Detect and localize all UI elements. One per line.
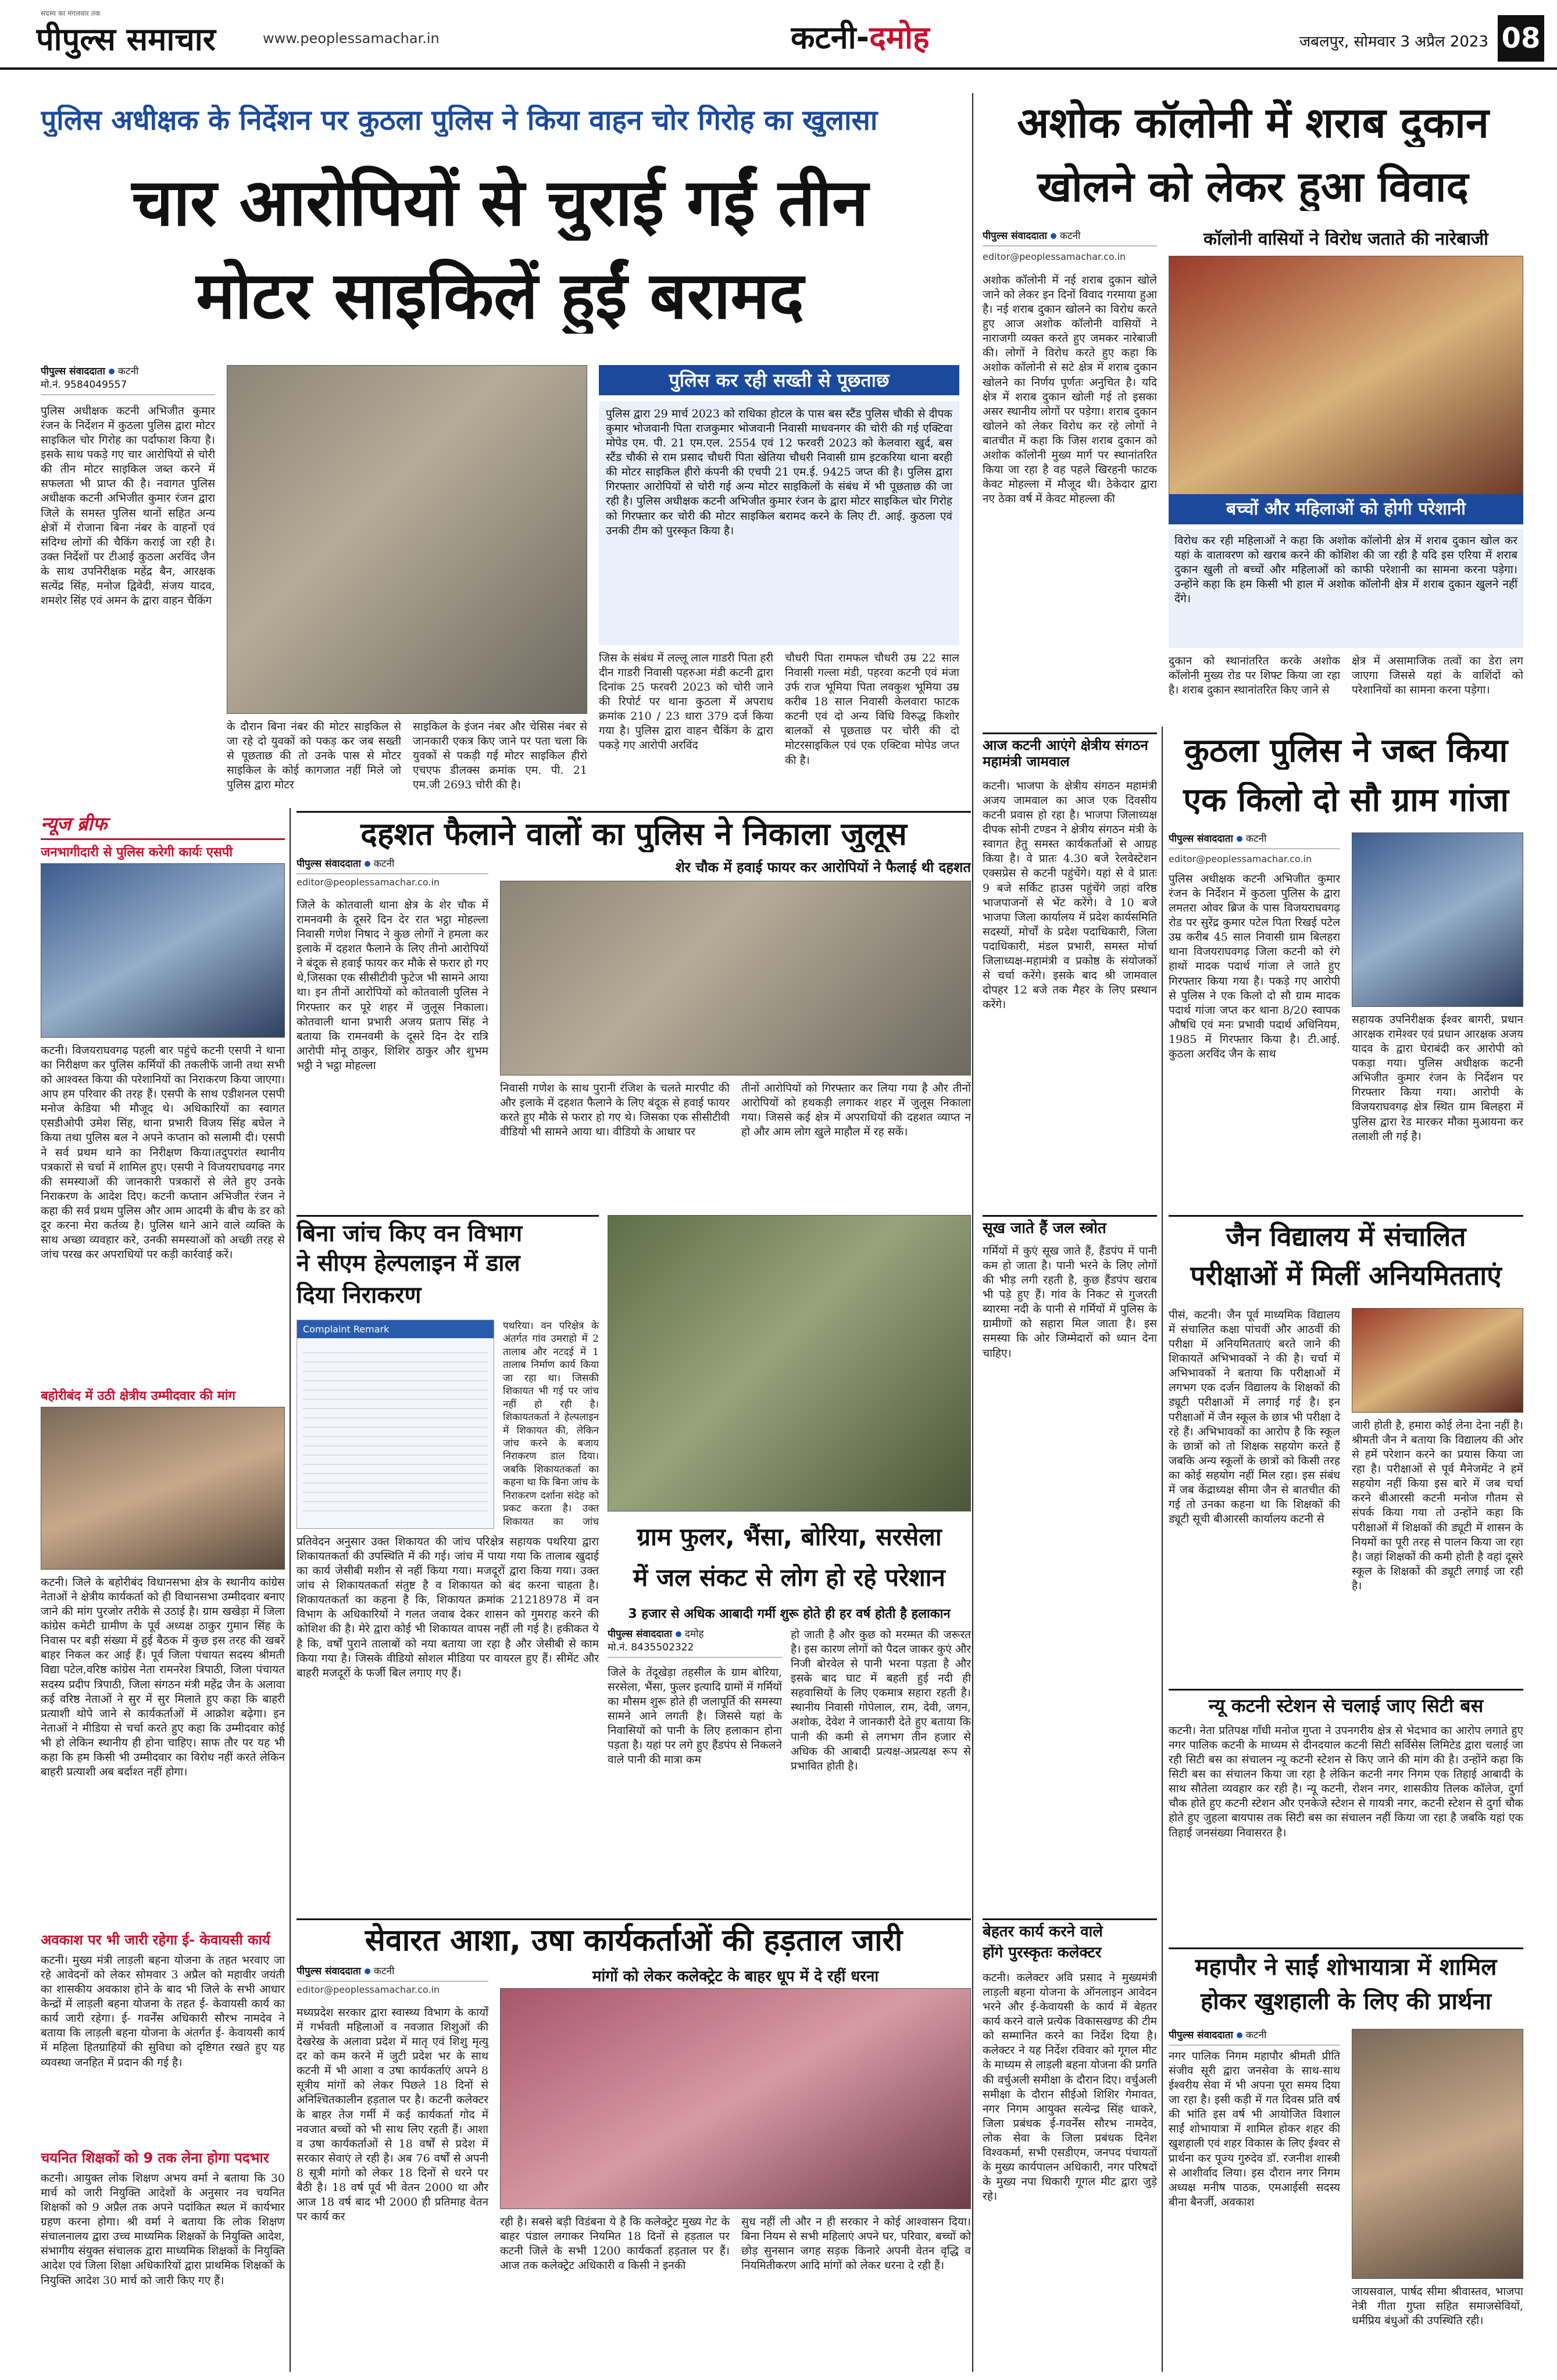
yatra-photo <box>1352 2029 1523 2279</box>
julus-col-1: जिले के कोतवाली थाना क्षेत्र के शेर चौक में रामनवमी के दूसरे दिन देर रात भट्ठा मोहल्ला निवासी गणेश निषाद ने कुछ लोगों ने हमला कर इलाके में दहशत फैलाने के लिए तीनो आरोपियों ने बंदूक से हवाई फायर कर मौके से फरार हो गए थे,जिसका एक सीसीटीवी फुटेज भी सामने आया था। इन तीनों आरोपियों को कोतवाली पुलिस ने गिरफ्तार कर पूरे शहर में जुलूस निकाला। कोतवाली थाना प्रभारी अजय प्रताप सिंह ने बताया कि रामनवमी के दूसरे दिन देर रात्रि आरोपी मोनू ठाकुर, शिशिर ठाकुर और शुभम भट्ठी ने भट्ठा मोहल्ला <box>297 899 488 1072</box>
lead-col-3: साइकिल के इंजन नंबर और चेसिस नंबर से जानकारी एकत्र किए जाने पर पता चला कि युवकों से पकड़ी गई मोटर साइकिल हीरो एचएफ डीलक्स क्रमांक एम. पी. 21 एम.जी 2693 चोरी की है। <box>413 720 587 792</box>
jain-photo-school <box>1352 1308 1523 1413</box>
strike-byline <box>297 1965 488 1982</box>
logo: पीपुल्स समाचार <box>36 21 216 58</box>
screenshot-body <box>303 1344 488 1518</box>
ashok-byline-city: कटनी <box>1059 230 1081 242</box>
brief-1-photo <box>41 863 285 1038</box>
lead-byline-mobile: मो.नं. 9584049557 <box>41 378 127 391</box>
ganja-headline-2: एक किलो दो सौ ग्राम गांजा <box>1183 782 1509 819</box>
ganja-byline-reporter: पीपुल्स संवाददाता <box>1169 833 1233 845</box>
lead-sidebar-text: पुलिस द्वारा 29 मार्च 2023 को राधिका होटल के पास बस स्टैंड पुलिस चौकी से दीपक कुमार भोजवानी पिता राजकुमार भोजवानी निवासी माधवनगर की चोरी की गई एक्टिवा मोपेड एम. पी. 21 एम.एल. 2554 एवं 12 फरवरी 2023 को केलवारा खुर्द, बस स्टैंड चौकी से राम प्रसाद चौधरी पिता खेतिया चौधरी निवासी ग्राम इटकरिया थाना बरही की मोटर साइकिल हीरो कंपनी की एचपी 21 एम.ई. 9425 जप्त की है। पुलिस द्वारा गिरफ्तार आरोपियों से चोरी गई अन्य मोटर साइकिलों के संबंध में भी पूछताछ की जा रही है। पुलिस अधीक्षक कटनी अभिजीत कुमार रंजन के द्वारा मोटर साइकिल चोर गिरोह को गिरफ्तार कर चोरी की मोटर साइकिल बरामद करने के लिए टी. आई. कुठला एवं उनकी टीम को पुरस्कृत किया है। <box>599 401 959 645</box>
water-col-2: हो जाती है और कुछ को मरम्मत की जरूरत है। इस कारण लोगों को पैदल जाकर कुएं और निजी बोरवेल से पानी भरना पड़ता है और इसके बाद घाट में बहती हुई नदी ही सहवासियों के लिए एकमात्र सहारा रहती है। स्थानीय निवासी गोपेलाल, राम, देवी, जगन, अशोक, देवेश ने जानकारी देते हुए बताया कि पानी की कमी से लगभग तीन हजार से अधिक की आबादी प्रत्यक्ष-अप्रत्यक्ष रूप से प्रभावित होती है। <box>791 1628 971 1773</box>
ashok-col-3: दुकान को स्थानांतरित करके अशोक कॉलोनी मुख्य रोड पर शिफ्ट किया जा रहा है। शराब दुकान स्थानांतरित किए जाने से <box>1169 655 1340 697</box>
page-number: 08 <box>1498 15 1544 62</box>
lead-byline-city: कटनी <box>117 366 139 377</box>
jain-col-1: पीसं, कटनी। जैन पूर्व माध्यमिक विद्यालय में संचालित कक्षा पांचवीं और आठवीं की परीक्षा में अनियमितताएं बरते जाने की शिकायतें अभिभावकों ने की है। चर्चा में अभिभावकों ने बताया कि परीक्षाओं में लगभग एक दर्जन विद्यालय के शिक्षकों की ड्यूटी परीक्षाओं में लगाई गई है। इन परीक्षाओं में जैन स्कूल के छात्र भी परीक्षा दे रहे हैं। अभिभावकों का आरोप है कि स्कूल के छात्रों को तो शिक्षक सहयोग करते हैं जबकि अन्य स्कूलों के छात्रों को किसी तरह का कोई सहयोग नहीं मिल रहा। इस संबंध में जब केंद्राध्यक्ष सीमा जैन से बातचीत की गई तो उनका कहना था कि शिक्षकों की ड्यूटी सूची बीआरसी कार्यालय कटनी से <box>1169 1309 1340 1526</box>
ganja-headline-1: कुठला पुलिस ने जब्त किया <box>1184 732 1508 770</box>
yatra-col-1: नगर पालिक निगम महापौर श्रीमती प्रीति संजीव सूरी द्वारा जनसेवा के साथ-साथ ईश्वरीय सेवा में भी अपना पूरा समय दिया जा रहा है। इसी कड़ी में गत दिवस प्रति वर्ष की भांति इस वर्ष भी आयोजित विशाल साईं शोभायात्रा में शामिल होकर शहर की खुशहाली एवं शहर विकास के लिए ईश्वर से प्रार्थना कर पूज्य गुरुदेव डॉ. रजनीश शास्त्री से आशीर्वाद लिया। इस दौरान नगर निगम अध्यक्ष मनीष पाठक, एमआईसी सदस्य बीना बैनर्जी, अवकाश <box>1169 2050 1340 2209</box>
ganja-col-2: सहायक उपनिरीक्षक ईश्वर बागरी, प्रधान आरक्षक रामेश्वर एवं प्रधान आरक्षक अजय यादव के द्वारा घेराबंदी कर आरोपी को पकड़ा गया। पुलिस अधीक्षक कटनी अभिजीत कुमार रंजन के निर्देशन पर गिरफ्तार किया गया। आरोपी के विजयराघवगढ़ क्षेत्र स्थित ग्राम बिलहरा में पुलिस द्वारा रेड मारकर मौका मुआयना कर तलाशी ली गई है। <box>1352 1013 1523 1143</box>
jamwal-text: कटनी। भाजपा के क्षेत्रीय संगठन महामंत्री अजय जामवाल का आज एक दिवसीय कटनी प्रवास हो रहा है। भाजपा जिलाध्यक्ष दीपक सोनी टण्डन ने क्षेत्रीय संगठन मंत्री के स्वागत हेतु समस्त कार्यकर्ताओं से आग्रह किया है। वे प्रातः 4.30 बजे रेलवेस्टेशन एक्सप्रेस से कटनी पहुंचेंगे। यहां से वे प्रातः 9 बजे सर्किट हाउस पहुंचेंगे जहां वरिष्ठ भाजपाजनों से भेंट करेंगे। वे 10 बजे भाजपा जिला कार्यालय में प्रदेश कार्यसमिति सदस्यों, मोर्चों के प्रदेश पदाधिकारी, जिला पदाधिकारी, मंडल प्रभारी, समस्त मोर्चा जिलाध्यक्ष-महामंत्री व प्रकोष्ठ के संयोजकों से चर्चा करेंगे। इसके बाद श्री जामवाल दोपहर 12 बजे तक मैहर के लिए प्रस्थान करेंगे। <box>983 780 1157 1012</box>
ashok-col-4: क्षेत्र में असामाजिक तत्वों का डेरा लग जाएगा जिससे यहां के वाशिंदों को परेशानियों का सामना करना पड़ेगा। <box>1352 655 1523 697</box>
lead-headline-2: मोटर साइकिलें हुईं बरामद <box>196 259 804 334</box>
julus-headline: दहशत फैलाने वालों का पुलिस ने निकाला जुलूस <box>297 811 971 852</box>
brief-3-headline: अवकाश पर भी जारी रहेगा ई- केवायसी कार्य <box>41 1932 270 1948</box>
water-byline-mobile: मो.नं. 8435502322 <box>608 1641 694 1653</box>
lead-col-4: जिस के संबंध में लल्लू लाल गाडरी पिता हरी दीन गाडरी निवासी पहरुआ मंडी कटनी द्वारा दिनांक 25 फरवरी 2023 को चोरी जाने की रिपोर्ट पर थाना कुठला में अपराध क्रमांक 210 / 23 धारा 379 दर्ज किया गया है। पुलिस द्वारा वाहन चैकिंग के द्वारा पकड़े गए आरोपी अरविंद <box>599 652 773 752</box>
ganja-byline-city: कटनी <box>1245 833 1267 845</box>
ganja-byline <box>1169 832 1340 849</box>
brief-4-text: कटनी। आयुक्त लोक शिक्षण अभय वर्मा ने बताया कि 30 मार्च को जारी नियुक्ति आदेशों के अनुसार नव चयनित शिक्षकों को 9 अप्रैल तक अपने पदांकित स्थल में कार्यभार ग्रहण करना होगा। श्री वर्मा ने बताया कि लोक शिक्षण संचालनालय द्वारा उच्च माध्यमिक शिक्षकों के नियुक्ति आदेश, संभागीय संयुक्त संचालक द्वारा माध्यमिक शिक्षकों के नियुक्ति आदेश एवं जिला शिक्षा अधिकारियों द्वारा प्राथमिक शिक्षकों के नियुक्ति आदेश 30 मार्च को जारी किए गए हैं। <box>41 2172 285 2287</box>
water-headline-2: में जल संकट से लोग हो रहे परेशान <box>633 1564 945 1592</box>
lead-col-1: पुलिस अधीक्षक कटनी अभिजीत कुमार रंजन के निर्देशन में कुठला पुलिस द्वारा मोटर साइकिल चोर गिरोह का पर्दाफाश किया है। इसके साथ पकड़े गए चार आरोपियों से चोरी की तीन मोटर साइकिल जब्त करने में सफलता भी प्राप्त की है। नवागत पुलिस अधीक्षक कटनी अभिजीत कुमार रंजन द्वारा जिले के समस्त पुलिस थानों सहित अन्य क्षेत्रों में रोजाना बिना नंबर के वाहनों एवं संदिग्ध लोगों की चैकिंग कराई जा रही है। उक्त निर्देशों पर टीआई कुठला अरविंद जैन के साथ उपनिरीक्षक महेंद्र बैन, आरक्षक सत्येंद्र सिंह, मनोज द्विवेदी, संजय यादव, शमशेर सिंह एवं अमन के द्वारा वाहन चैकिंग <box>41 405 215 607</box>
jain-col-2: जारी होती है, हमारा कोई लेना देना नहीं है। श्रीमती जैन ने बताया कि विद्यालय की ओर से हमें परेशान करने का प्रयास किया जा रहा है। परीक्षाओं से पूर्व मैनेजमेंट ने हमें सहयोग नहीं किया इस बारे में जब चर्चा करने बीआरसी कटनी मनोज गौतम से संपर्क किया गया तो उन्होंने कहा कि परीक्षाओं में शिक्षकों की ड्यूटी में शासन के नियमों का पूरी तरह से पालन किया जा रहा है। जहां शिक्षकों की कमी होती है वहां दूसरे स्कूल के शिक्षकों की ड्यूटी लगाई जा रही है। <box>1352 1419 1523 1592</box>
byline-dot-icon <box>109 369 115 374</box>
water-byline <box>608 1628 782 1658</box>
ashok-byline <box>983 230 1157 246</box>
water-photo <box>608 1215 971 1511</box>
lead-col-5: चौधरी पिता रामफल चौधरी उम्र 22 साल निवासी गल्ला मंडी, पहरवा कटनी एवं मंजा उर्फ राज भूमिया पिता लवकुश भूमिया उम्र करीब 18 साल निवासी केलवारा फाटक कटनी एवं दो अन्य विधि विरुद्ध किशोर बालकों से पूछताछ पर चोरी की दो मोटरसाइकिल एवं एक एक्टिवा मोपेड जप्त की है। <box>785 652 959 767</box>
ganja-photo <box>1352 832 1523 1007</box>
ganja-byline-email[interactable]: editor@peoplessamachar.co.in <box>1169 853 1312 864</box>
yatra-headline-2: होकर खुशहाली के लिए की प्रार्थना <box>1201 1988 1491 2015</box>
edition-city-2: दमोह <box>869 19 930 56</box>
strike-byline-reporter: पीपुल्स संवाददाता <box>297 1966 361 1977</box>
complaint-remark-title: Complaint Remark <box>297 1320 494 1338</box>
collector-text: कटनी। कलेक्टर अवि प्रसाद ने मुख्यमंत्री लाड़ली बहना योजना के ऑनलाइन आवेदन भरने और ई-केवायसी के कार्य में बेहतर कार्य करने वाले प्रत्येक विकासखण्ड की टीम को सम्मानित करने का निर्देश दिया है। कलेक्टर ने यह निर्देश रविवार को गूगल मीट के माध्यम से लाड़ली बहना योजना की प्रगति की वर्चुअली समीक्षा के दौरान दिए। वर्चुअली समीक्षा के दौरान सीईओ शिशिर गेमावत, नगर निगम आयुक्त सत्येन्द्र सिंह धाकरे, जिला प्रबंधक ई-गवर्नेंस सौरभ नामदेव, लोक सेवा के जिला प्रबंधक दिनेश विश्वकर्मा, सभी एसडीएम, जनपद पंचायतों के मुख्य कार्यपालन अधिकारी, नगर परिषदों के मुख्य नपा धिकारी गूगल मीट द्वारा जुड़े रहे। <box>983 1971 1157 2203</box>
julus-byline <box>297 857 488 874</box>
byline-dot-icon <box>365 1968 370 1974</box>
julus-byline-email[interactable]: editor@peoplessamachar.co.in <box>297 877 440 888</box>
brief-4-headline: चयनित शिक्षकों को 9 तक लेना होगा पदभार <box>41 2150 269 2166</box>
strike-byline-city: कटनी <box>373 1966 395 1977</box>
collector-headline-1: बेहतर कार्य करने वाले <box>983 1918 1157 1941</box>
ganja-col-1: पुलिस अधीक्षक कटनी अभिजीत कुमार रंजन के निर्देशन में कुठला पुलिस के द्वारा लमतरा ओवर ब्रिज के पास विजयराघवगढ़ रोड पर सुरेंद्र कुमार पटेल पिता रिखई पटेल उम्र करीब 45 साल निवासी ग्राम बिलहरा थाना विजयराघवगढ़ जिला कटनी को रंगे हाथों मादक पदार्थ गांजा ले जाते हुए गिरफ्तार किया गया है। पकड़े गए आरोपी से पुलिस ने एक किलो दो सौ ग्राम मादक पदार्थ गांजा जप्त कर थाना 8/20 स्वापक औषधि एवं मनः प्रभावी पदार्थ अधिनियम, 1985 में गिरफ्तार किया है। टी.आई. कुठला अरविंद जैन के साथ <box>1169 873 1340 1060</box>
julus-photo <box>500 881 971 1075</box>
ashok-photo-caption-top: कॉलोनी वासियों ने विरोध जताते की नारेबाजी <box>1204 230 1488 249</box>
forest-text: प्रतिवेदन अनुसार उक्त शिकायत की जांच परिक्षेत्र सहायक पथरिया द्वारा शिकायतकर्ता की उपस्थिति में की गई। जांच में पाया गया कि तालाब खुदाई का कार्य जेसीबी मशीन से नहीं किया गया। मजदूरों द्वारा किया गया। उक्त जांच से शिकायतकर्ता संतुष्ट है व शिकायत को बंद करना चाहता है। शिकायतकर्ता का कहना है कि, शिकायत क्रमांक 21218978 में वन विभाग के अधिकारियों ने गलत जवाब देकर शासन को गुमराह करने की कोशिश की है। मेरे द्वारा कोई भी शिकायत वापस नहीं ली गई है। हकीकत ये है कि, वर्षों पुराने तालाबों को नया बताया जा रहा है और जेसीबी से काम किया गया है। जिसके वीडियो सोशल मीडिया पर वायरल हुए हैं। सीमेंट और बाहरी मजदूरों के फर्जी बिल लगाए गए हैं। <box>297 1535 599 1679</box>
forest-headline-1: बिना जांच किए वन विभाग <box>297 1215 599 1247</box>
water-col-1: जिले के तेंदूखेड़ा तहसील के ग्राम बोरिया, सरसेला, भैंसा, फुलर इत्यादि ग्रामों में गर्मियों का मौसम शुरू होते ही जलापूर्ति की समस्या सामने आने लगती है। जिससे यहां के निवासियों को पानी के लिए हलाकान होना पड़ता है। यहां पर लगे हुए हैंडपंप से निकलने वाले पानी की मात्रा कम <box>608 1666 782 1767</box>
lead-kicker: पुलिस अधीक्षक के निर्देशन पर कुठला पुलिस ने किया वाहन चोर गिरोह का खुलासा <box>41 105 878 137</box>
yatra-byline <box>1169 2029 1340 2046</box>
brief-2-headline: बहोरीबंद में उठी क्षेत्रीय उम्मीदवार की मांग <box>41 1389 235 1403</box>
water-side-text: गर्मियों में कुएं सूख जाते हैं, हैंडपंप में पानी कम हो जाता है। पानी भरने के लिए लोगों की भीड़ लगी रहती है, कुछ हैंडपंप खराब भी पड़े हुए हैं। गांव के निकट से गुजरती ब्यारमा नदी के पानी से गर्मियों में पुलिस के ग्रामीणों को सहारा मिल जाता है। इस समस्या कि ओर जिम्मेदारों को ध्यान देना चाहिए। <box>983 1245 1157 1360</box>
ashok-headline-2: खोलने को लेकर हुआ विवाद <box>1037 163 1469 211</box>
yatra-col-2: जायसवाल, पार्षद सीमा श्रीवास्तव, भाजपा नेत्री गीता गुप्ता सहित समाजसेवियों, धर्मप्रिय बंधुओं की उपस्थिति रही। <box>1352 2285 1523 2328</box>
yatra-headline-1: महापौर ने साईं शोभायात्रा में शामिल <box>1169 1947 1523 1981</box>
water-headline-1: ग्राम फुलर, भैंसा, बोरिया, सरसेला <box>637 1523 942 1551</box>
julus-subhead: शेर चौक में हवाई फायर कर आरोपियों ने फैलाई थी दहशत <box>675 859 971 875</box>
byline-dot-icon <box>1237 836 1242 842</box>
jain-headline-2: परीक्षाओं में मिलीं अनियमितताएं <box>1190 1260 1502 1291</box>
ashok-photo-caption-bottom: बच्चों और महिलाओं को होगी परेशानी <box>1169 494 1523 524</box>
forest-intro: पथरिया। वन परिक्षेत्र के अंतर्गत गांव उमराहो में 2 तालाब और नटदई में 1 तालाब निर्माण कार्य किया जा रहा था। जिसकी शिकायत भी गई पर जांच नहीं हो रही है। शिकायतकर्ता ने हेल्पलाइन में शिकायत की, लेकिन जांच करने के बजाय निराकरण डाल दिया। जबकि शिकायतकर्ता का कहना था कि बिना जांच के निराकरण दर्शाना संदेह को प्रकट करता है। उक्त शिकायत का जांच <box>503 1320 599 1528</box>
strike-headline: सेवारत आशा, उषा कार्यकर्ताओं की हड़ताल जारी <box>297 1918 971 1959</box>
website-link[interactable]: www.peoplessamachar.in <box>263 30 440 47</box>
forest-screenshot <box>297 1320 494 1529</box>
julus-byline-city: कटनी <box>373 858 395 870</box>
strike-col-2: रही है। सबसे बड़ी विडंबना ये है कि कलेक्ट्रेट मुख्य गेट के बाहर पंडाल लगाकर नियमित 18 दिनों से हड़ताल पर कटनी जिले के सभी 1200 कार्यकर्ता हड़ताल पर हैं। आज तक कलेक्ट्रेट अधिकारी व किसी ने इनकी <box>500 2215 730 2272</box>
masthead <box>0 0 1557 70</box>
byline-dot-icon <box>1237 2032 1242 2038</box>
brief-1-text: कटनी। विजयराघवगढ़ पहली बार पहुंचे कटनी एसपी ने थाना का निरीक्षण कर पुलिस कर्मियों की तकलीफें जानी तथा सभी को आश्वस्त किया की परेशानियों का निराकरण किया जाएगा।आप हम परिवार की तरह हैं। एसपी के साथ एडीशनल एसपी मनोज केडिया भी मौजूद थे। अधिकारियों का स्वागत एसडीओपी उमेश सिंह, थाना प्रभारी विजय सिंह बघेल ने किया तथा पुलिस बल ने अपने कप्तान को सलामी दी। एसपी ने सर्व प्रथम थाने का निरीक्षण किया।तदुपरांत स्थानीय पत्रकारों से चर्चा में शामिल हुए। एसपी ने विजयराघवगढ़ नगर की समस्याओं की जानकारी पत्रकारों से लेते हुए उनके निराकरण के आदेश दिए। कटनी कप्तान अभिजीत रंजन ने कहा की सर्व प्रथम पुलिस और आम आदमी के बीच के डर को दूर करना मेरा कर्तव्य है। पुलिस थाने आने वाले व्यक्ति के साथ अच्छा व्यवहार करे, उनकी समस्याओं को अच्छी तरह से जांच परख कर अपराधियों पर कड़ी कार्रवाई करें। <box>41 1044 285 1262</box>
lead-byline <box>41 365 215 395</box>
strike-photo <box>500 1988 971 2209</box>
byline-dot-icon <box>365 861 370 867</box>
citybus-headline: न्यू कटनी स्टेशन से चलाई जाए सिटी बस <box>1169 1689 1523 1717</box>
julus-col-3: तीनों आरोपियों को गिरफ्तार कर लिया गया है और तीनों आरोपियों को हथकड़ी लगाकर शहर में जुलूस निकाला गया। जिससे कई क्षेत्र में अपराधियों की दहशत व्याप्त न हो और आम लोग खुले माहौल में रह सकें। <box>741 1082 971 1139</box>
yatra-byline-city: कटनी <box>1245 2029 1267 2041</box>
strike-col-3: सुध नहीं ली और न ही सरकार ने कोई आश्वासन दिया। बिना नियम से सभी महिलाएं अपने घर, परिवार, बच्चों को छोड़ सुनसान जगह सड़क किनारे अपनी वेतन वृद्धि व नियमितीकरण आदि मांगों को लेकर धरना दे रही हैं। <box>741 2215 971 2272</box>
ashok-photo-protest <box>1169 256 1523 523</box>
strike-subhead: मांगों को लेकर कलेक्ट्रेट के बाहर धूप में दे रहीं धरना <box>592 1968 879 1985</box>
yatra-byline-reporter: पीपुल्स संवाददाता <box>1169 2029 1233 2041</box>
lead-col-2: के दौरान बिना नंबर की मोटर साइकिल से जा रहे दो युवकों को पकड़ कर जब सख्ती से पूछताछ की तो उनके पास से मोटर साइकिल के कोई कागजात नहीं मिले जो पुलिस द्वारा मोटर <box>227 720 401 792</box>
issue-date: जबलपुर, सोमवार 3 अप्रैल 2023 <box>1299 33 1488 51</box>
logo-tagline: सदस्य का मंगलवार तक <box>41 9 101 17</box>
ashok-col-2: विरोध कर रही महिलाओं ने कहा कि अशोक कॉलोनी क्षेत्र में शराब दुकान खोल कर यहां के वातावरण को खराब करने की कोशिश की जा रही है यदि इस एरिया में शराब दुकान खुली तो बच्चों और महिलाओं को काफी परेशानी का सामना करना पड़ेगा। उन्होंने कहा कि हम किसी भी हाल में अशोक कॉलोनी क्षेत्र में शराब दुकान खुलने नहीं देंगे। <box>1169 529 1523 648</box>
collector-headline-2: होंगे पुरस्कृतः कलेक्टर <box>983 1945 1102 1961</box>
brief-1-headline: जनभागीदारी से पुलिस करेगी कार्यः एसपी <box>41 845 233 860</box>
ashok-byline-reporter: पीपुल्स संवाददाता <box>983 230 1047 242</box>
column-divider <box>972 93 973 2372</box>
water-subhead: 3 हजार से अधिक आबादी गर्मी शुरू होते ही हर वर्ष होती है हलाकान <box>628 1607 951 1621</box>
forest-headline-3: दिया निराकरण <box>297 1282 422 1309</box>
water-byline-city: दमोह <box>684 1628 704 1640</box>
jain-headline-1: जैन विद्यालय में संचालित <box>1169 1215 1523 1252</box>
strike-byline-email[interactable]: editor@peoplessamachar.co.in <box>297 1984 440 1995</box>
lead-headline-1: चार आरोपियों से चुराई गईं तीन <box>131 166 869 241</box>
news-brief-label: न्यूज ब्रीफ <box>41 811 285 840</box>
strike-col-1: मध्यप्रदेश सरकार द्वारा स्वास्थ्य विभाग के कार्यों में गर्भवती महिलाओं व नवजात शिशुओं की देखरेख के अलावा प्रदेश में मातृ एवं शिशु मृत्यु दर को कम करने में जुटी प्रदेश भर के साथ कटनी में भी आशा व उषा कार्यकर्ताएं अपने 8 सूत्रीय मांगों को लेकर पिछले 18 दिनों से अनिश्चितकालीन हड़ताल पर है। कटनी कलेक्टर के बाहर तेज गर्मी में कई कार्यकर्ता गोद में नवजात बच्चों को भी साथ लिए रहती हैं। आशा व उषा कार्यकर्ताओं से 18 वर्षों से प्रदेश में सरकार सेवाएं ले रही है। अब 76 वर्षों से अपनी 8 सूत्री मांगो को लेकर 18 दिनों से धरने पर बैठी है। 18 वर्ष पूर्व भी वेतन 2000 था और आज 18 वर्ष बाद भी 2000 ही प्रतिमाह वेतन पर कार्य कर <box>297 2006 488 2224</box>
ashok-headline-1: अशोक कॉलोनी में शराब दुकान <box>1017 99 1489 147</box>
lead-sidebar-title: पुलिस कर रही सख्ती से पूछताछ <box>599 365 959 395</box>
lead-photo-motorcycles <box>227 365 587 714</box>
jamwal-headline: आज कटनी आएंगे क्षेत्रीय संगठन महामंत्री जामवाल <box>983 732 1157 770</box>
brief-3-text: कटनी। मुख्य मंत्री लाड़ली बहना योजना के तहत भरवाए जा रहे आवेदनों को लेकर सोमवार 3 अप्रैल को महावीर जयंती का शासकीय अवकाश होने के बाद भी जिले के सभी आधार केन्द्रों में लाड़ली बहना योजना के तहत ई- केवायसी कार्य का कार्य जारी रहेगा। ई- गवर्नेंस अधिकारी सौरभ नामदेव ने बताया कि लाड़ली बहना योजना के अंतर्गत ई- केवायसी कार्य में महिला हितग्राहियों की सुविधा को दृष्टिगत रखते हुए यह व्यवस्था जनहित में प्रदान की गई है। <box>41 1954 285 2069</box>
water-side-headline: सूख जाते हैं जल स्त्रोत <box>983 1215 1157 1238</box>
brief-2-text: कटनी। जिले के बहोरीबंद विधानसभा क्षेत्र के स्थानीय कांग्रेस नेताओं ने क्षेत्रीय कार्यकर्ता को ही विधानसभा उम्मीदवार बनाए जाने की मांग पुरजोर तरीके से उठाई है। ग्राम खखेड़ा में जिला कांग्रेस कमेटी ग्रामीण के पूर्व अध्यक्ष ठाकुर गुमान सिंह के निवास पर बड़ी संख्या में हुई बैठक में कुछ इस तरह की खबरें बाहर निकल कर आई हैं। पूर्व जिला पंचायत सदस्य श्रीमती विद्या पटेल,वरिष्ठ कांग्रेस नेता रामनरेश त्रिपाठी, जिला पंचायत सदस्य प्रदीप त्रिपाठी, जिला संगठन मंत्री महेंद्र जैन के अलावा कई वरिष्ठ नेताओं ने सुर में सुर मिलाते हुए कहा कि बाहरी प्रत्याशी थोपे जाने से कार्यकर्ताओं में आक्रोश बढ़ेगा। इन नेताओं ने मीडिया से चर्चा करते हुए कहा कि उम्मीदवार कोई भी हो लेकिन स्थानीय ही होना चाहिए। साफ तौर पर यह भी कहा कि हम किसी भी उम्मीदवार का विरोध नहीं करते लेकिन बाहरी प्रत्याशी अब बर्दाश्त नहीं होगा। <box>41 1576 285 1779</box>
edition-title <box>791 17 1035 58</box>
byline-dot-icon <box>1051 233 1056 239</box>
forest-headline-2: ने सीएम हेल्पलाइन में डाल <box>297 1250 520 1277</box>
julus-byline-reporter: पीपुल्स संवाददाता <box>297 858 361 870</box>
ashok-byline-email[interactable]: editor@peoplessamachar.co.in <box>983 251 1126 262</box>
column-divider <box>1162 727 1163 2372</box>
julus-col-2: निवासी गणेश के साथ पुरानी रंजिश के चलते मारपीट की और इलाके में दहशत फैलाने के लिए बंदूक से हवाई फायर करते हुए मौके से फरार हो गए थे। जिसका एक सीसीटीवी वीडियो भी सामने आया था। वीडियो के आधार पर <box>500 1082 730 1139</box>
lead-byline-reporter: पीपुल्स संवाददाता <box>41 366 105 377</box>
edition-city-1: कटनी- <box>791 19 870 56</box>
brief-2-photo <box>41 1407 285 1570</box>
water-byline-reporter: पीपुल्स संवाददाता <box>608 1628 672 1640</box>
column-divider <box>290 808 291 2372</box>
byline-dot-icon <box>676 1631 681 1637</box>
citybus-text: कटनी। नेता प्रतिपक्ष गाँधी मनोज गुप्ता ने उपनगरीय क्षेत्र से भेदभाव का आरोप लगाते हुए नगर पालिक कटनी के माध्यम से दीनदयाल कटनी सिटी सर्विसेस लिमिटेड द्वारा चलाई जा रही सिटी बस का संचालन न्यू कटनी स्टेशन से किए जाने की मांग की है। उन्होंने कहा कि सिटी बस का संचालन किया जा रहा है लेकिन कटनी नगर निगम एक तिहाई आबादी के साथ सौतेला व्यवहार कर रही है। न्यू कटनी, रोशन नगर, शासकीय तिलक कॉलेज, दुर्गा चौक होते हुए कटनी स्टेशन और एनकेजे स्टेशन से गायत्री नगर, कटनी स्टेशन से दुर्गा चौक होते हुए जुहला बायपास तक सिटी बस का संचालन नहीं किया जा रहा है जबकि यहां एक तिहाई जनसंख्या निवासरत है। <box>1169 1724 1523 1839</box>
ashok-col-1: अशोक कॉलोनी में नई शराब दुकान खोले जाने को लेकर इन दिनों विवाद गरमाया हुआ है। नई शराब दुकान खोलने का विरोध करते हुए आज अशोक कॉलोनी वासियों ने नाराजगी व्यक्त करते हुए जमकर नारेबाजी की। लोगों ने विरोध करते हुए कहा कि अशोक कॉलोनी से सटे क्षेत्र में शराब दुकान खोलने का निर्णय पूर्णतः अनुचित है। यदि क्षेत्र में शराब दुकान खोली गई तो इसका असर स्थानीय लोगों पर पड़ेगा। शराब दुकान खोलने को लेकर विरोध कर रहे लोगों ने बातचीत में कहा कि जिस शराब दुकान को अशोक कॉलोनी मुख्य मार्ग पर स्थानांतरित किया जा रहा है वह पहले खिरहनी फाटक केवट मोहल्ला में मौजूद थी। ठेकेदार द्वारा नए ठेका वर्ष में केवट मोहल्ला की <box>983 274 1157 506</box>
